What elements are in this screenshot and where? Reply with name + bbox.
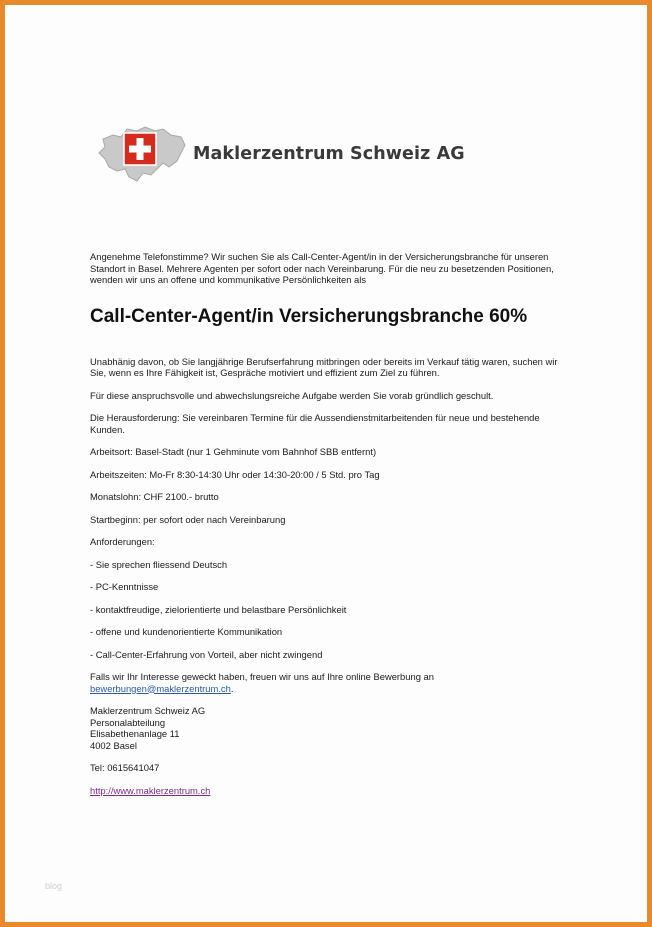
job-title: Call-Center-Agent/in Versicherungsbranche 60% xyxy=(90,305,528,327)
application-period: . xyxy=(230,682,234,694)
phone-number: Tel: 0615641047 xyxy=(90,762,160,773)
swiss-map-icon xyxy=(93,123,189,187)
watermark-text: blog xyxy=(45,881,63,891)
address-company: Maklerzentrum Schweiz AG xyxy=(90,705,206,716)
job-posting xyxy=(90,251,560,807)
requirement-item: - Sie sprechen fliessend Deutsch xyxy=(90,558,228,570)
application-email-link[interactable]: bewerbungen@maklerzentrum.ch xyxy=(90,682,231,694)
application-text xyxy=(90,671,560,694)
paragraph: Unabhänig davon, ob Sie langjährige Berufserfahrung mitbringen oder bereits im Verkauf tätig waren, suchen wir Sie, wenn es Ihre Fähigkeit ist, Gespräche motiviert und effizient zum Ziel zu führen. xyxy=(90,355,558,378)
monthly-salary: Monatslohn: CHF 2100.- brutto xyxy=(90,491,219,502)
paragraph: Für diese anspruchsvolle und abwechslungsreiche Aufgabe werden Sie vorab gründlich geschult. xyxy=(90,389,494,401)
requirement-item: - PC-Kenntnisse xyxy=(90,581,159,592)
work-location: Arbeitsort: Basel-Stadt (nur 1 Gehminute vom Bahnhof SBB entfernt) xyxy=(90,446,377,457)
work-hours: Arbeitszeiten: Mo-Fr 8:30-14:30 Uhr oder 14:30-20:00 / 5 Std. pro Tag xyxy=(90,468,380,480)
requirement-item: - Call-Center-Erfahrung von Vorteil, aber nicht zwingend xyxy=(90,648,323,660)
start-date: Startbeginn: per sofort oder nach Vereinbarung xyxy=(90,513,286,525)
requirement-item: - offene und kundenorientierte Kommunikation xyxy=(90,626,283,637)
company-name: Maklerzentrum Schweiz AG xyxy=(193,144,465,164)
company-logo xyxy=(93,123,465,187)
requirements-heading: Anforderungen: xyxy=(90,536,155,547)
address-street: Elisabethenanlage 11 xyxy=(90,728,180,739)
application-sentence: Falls wir Ihr Interesse geweckt haben, freuen wir uns auf Ihre online Bewerbung an xyxy=(90,671,434,682)
address-city: 4002 Basel xyxy=(90,739,137,751)
requirement-item: - kontaktfreudige, zielorientierte und belastbare Persönlichkeit xyxy=(90,603,347,615)
website-link[interactable]: http://www.maklerzentrum.ch xyxy=(90,784,211,796)
paragraph: Die Herausforderung: Sie vereinbaren Termine für die Aussendienstmitarbeitenden für neue und bestehende Kunden. xyxy=(90,412,540,435)
website-line xyxy=(90,785,560,797)
intro-text: Angenehme Telefonstimme? Wir suchen Sie als Call-Center-Agent/in in der Versicherungsbranche für unseren Standort in Basel. Mehrere Agenten per sofort oder nach Vereinbarung. Für die neu zu besetzenden Positionen, wenden wir uns an offene und kommunikative Persönlichkeiten als xyxy=(90,251,554,285)
address-department: Personalabteilung xyxy=(90,716,166,728)
address-block xyxy=(90,705,560,751)
